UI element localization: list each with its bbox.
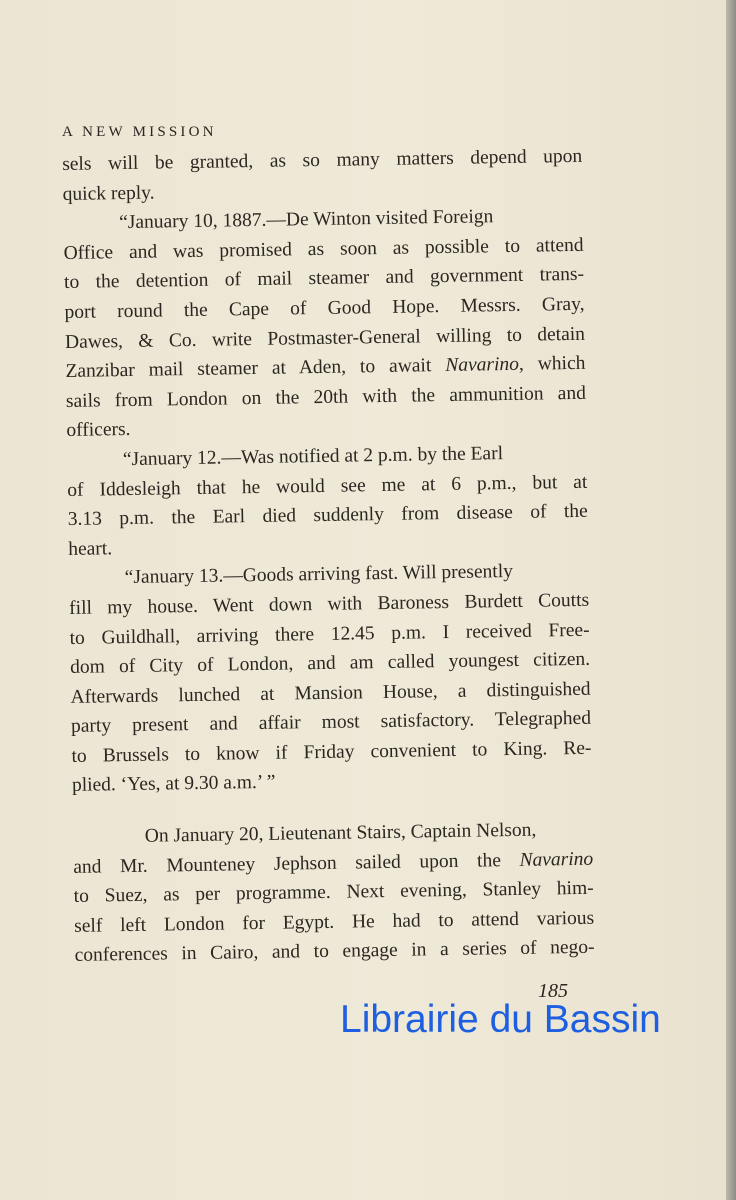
text-line: quick reply. (62, 182, 155, 205)
watermark: Librairie du Bassin (340, 998, 661, 1041)
text-line: dom of City of London, and am called youngest citizen. (69, 648, 591, 679)
page-number: 185 (538, 980, 568, 1002)
text-line: 3.13 p.m. the Earl died suddenly from disease of the (67, 500, 588, 531)
text-line: Dawes, & Co. write Postmaster-General willing to detain (64, 323, 586, 353)
text-line: officers. (66, 419, 131, 442)
text-line: party present and affair most satisfactory. Telegraphed (70, 708, 592, 738)
text-line: conferences in Cairo, and to engage in a series of nego- (74, 937, 595, 967)
text-line: Zanzibar mail steamer at Aden, to await Navarino, which (65, 352, 586, 383)
text-line: and Mr. Mounteney Jephson sailed upon the Navarino (73, 848, 594, 878)
text-line: self left London for Egypt. He had to attend various (74, 907, 595, 937)
text-line: sels will be granted, as so many matters depend upon (62, 145, 583, 175)
text-line: plied. ‘Yes, at 9.30 a.m.’ ” (71, 772, 276, 797)
text-line: “January 13.—Goods arriving fast. Will presently (124, 561, 514, 589)
text-line: to Guildhall, arriving there 12.45 p.m. I received Free- (69, 619, 590, 649)
text-line: Afterwards lunched at Mansion House, a distinguished (70, 678, 591, 708)
text-line: Office and was promised as soon as possible to attend (63, 234, 584, 264)
running-head: A NEW MISSION (62, 124, 217, 140)
page-edge (726, 0, 736, 1200)
text-line: fill my house. Went down with Baroness Burdett Coutts (69, 589, 590, 619)
body-text (62, 142, 595, 971)
text-line: “January 10, 1887.—De Winton visited Foreign (118, 206, 494, 234)
text-line: port round the Cape of Good Hope. Messrs. Gray, (64, 293, 585, 323)
text-line: to Brussels to know if Friday convenient to King. Re- (71, 737, 592, 767)
text-line: heart. (68, 537, 113, 560)
text-line: sails from London on the 20th with the ammunition and (65, 382, 587, 412)
text-line: of Iddesleigh that he would see me at 6 p.m., but at (67, 471, 588, 501)
text-line: On January 20, Lieutenant Stairs, Captain Nelson, (144, 819, 537, 847)
text-line: “January 12.—Was notified at 2 p.m. by the Earl (122, 443, 504, 471)
text-line: to Suez, as per programme. Next evening, Stanley him- (73, 877, 594, 908)
text-line: to the detention of mail steamer and government trans- (63, 264, 585, 294)
